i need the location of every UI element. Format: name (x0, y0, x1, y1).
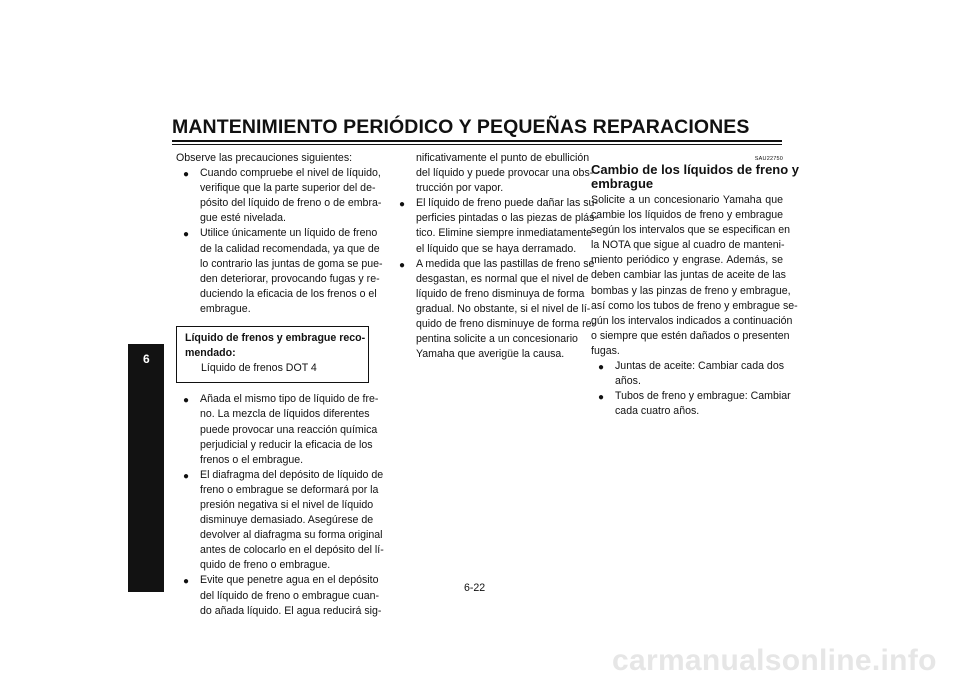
continued-text: nificativamente el punto de ebullición del líquido y puede provocar una obs- trucción por vapor. (416, 152, 594, 195)
title-rule-thin (172, 144, 782, 145)
list-item: ● A medida que las pastillas de freno se desgastan, es normal que el nivel de líquido de freno disminuya de forma gradual. No obstante, si el nivel de lí- quido de freno disminuye de forma re- pentina solicite a un concesionario Yamaha que averigüe la causa. (399, 257, 596, 361)
column-right (591, 156, 800, 419)
list-item: ● Juntas de aceite: Cambiar cada dos años. (598, 360, 785, 388)
list-item: ● Utilice únicamente un líquido de freno de la calidad recomendada, ya que de lo contrario las juntas de goma se pue- den deteriorar, provocando fugas y re- duciendo la eficacia de los frenos o el embrague. (183, 227, 383, 315)
page-title: MANTENIMIENTO PERIÓDICO Y PEQUEÑAS REPARACIONES (172, 116, 750, 138)
page-number: 6-22 (464, 582, 486, 594)
title-rule (172, 140, 782, 142)
list-item: ● El líquido de freno puede dañar las su- perficies pintadas o las piezas de plás- tico. Elimine siempre inmediatamente el líquido que se haya derramado. (399, 197, 598, 255)
column-left (176, 151, 384, 619)
spec-box (176, 326, 369, 383)
bullet-icon: ● (183, 470, 190, 482)
bullet-icon: ● (183, 576, 190, 588)
watermark[interactable]: carmanualsonline.info (612, 644, 937, 677)
bullet-icon: ● (598, 392, 605, 404)
bullet-icon: ● (183, 169, 190, 181)
bullet-icon: ● (399, 199, 406, 211)
spec-box-title: Líquido de frenos y embrague reco- (185, 332, 366, 345)
spec-box-title: mendado: (185, 347, 236, 360)
bullet-icon: ● (183, 395, 190, 407)
bullet-icon: ● (598, 362, 605, 374)
reference-code: SAU22750 (754, 156, 783, 162)
chapter-number: 6 (143, 352, 150, 366)
chapter-tab (128, 344, 164, 592)
list-item: ● Añada el mismo tipo de líquido de fre- no. La mezcla de líquidos diferentes puede provocar una reacción química perjudicial y reducir la eficacia de los frenos o el embrague. (183, 393, 379, 466)
intro-text: Observe las precauciones siguientes: (176, 152, 353, 164)
list-item: ● El diafragma del depósito de líquido de freno o embrague se deformará por la presión negativa si el nivel de líquido disminuye demasiado. Asegúrese de devolver al diafragma su forma original antes de colocarlo en el depósito del lí- quido de freno o embrague. (183, 468, 384, 572)
spec-box-value: Líquido de frenos DOT 4 (201, 362, 317, 375)
bullet-icon: ● (399, 259, 406, 271)
column-middle (392, 151, 598, 362)
bullet-icon: ● (183, 229, 190, 241)
body-text: Solicite a un concesionario Yamaha que cambie los líquidos de freno y embrague según los intervalos que se especifican en la NOTA que sigue al cuadro de manteni- miento periódico y engrase. Además, se deben cambiar las juntas de aceite de las bombas y las pinzas de freno y embrague, así como los tubos de freno y embrague se- gún los intervalos indicados a continuación o siempre que estén dañados o presenten fugas. (591, 194, 798, 357)
list-item: ● Tubos de freno y embrague: Cambiar cada cuatro años. (598, 390, 791, 418)
list-item: ● Evite que penetre agua en el depósito del líquido de freno o embrague cuan- do añada líquido. El agua reducirá sig- (183, 574, 382, 617)
section-heading: Cambio de los líquidos de freno y embrague (591, 162, 800, 191)
list-item: ● Cuando compruebe el nivel de líquido, verifique que la parte superior del de- pósito del líquido de freno o de embra- gue esté nivelada. (183, 167, 382, 225)
